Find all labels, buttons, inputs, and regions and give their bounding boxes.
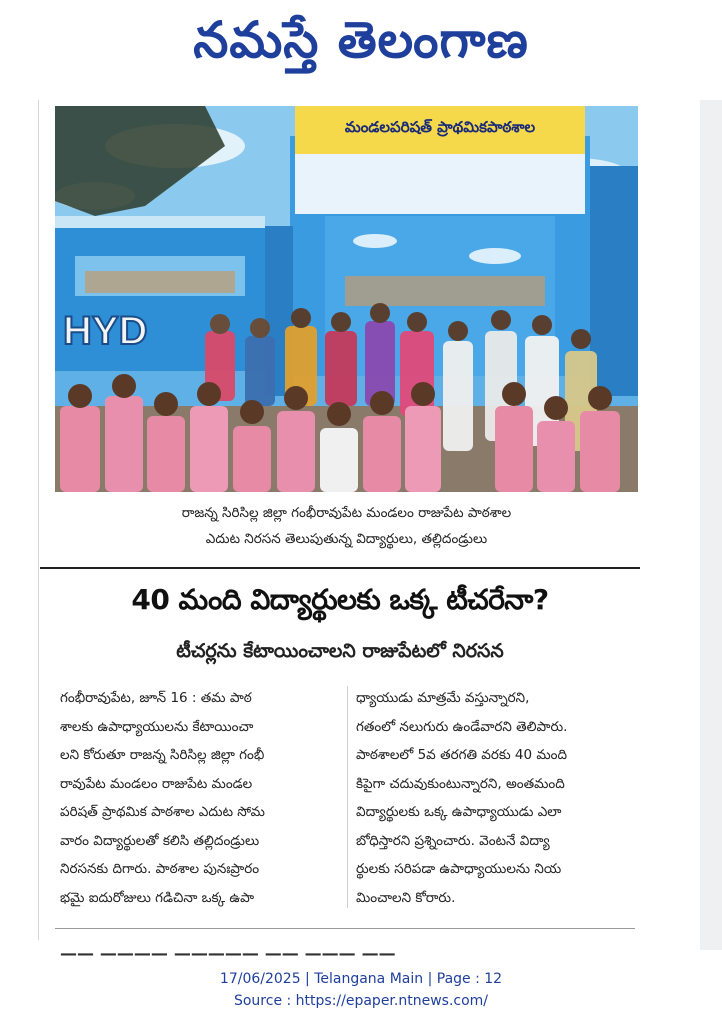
article-column-left <box>60 684 338 912</box>
caption-line-1: రాజన్న సిరిసిల్ల జిల్లా గంభీరావుపేట మండలం రాజుపేట పాఠశాల <box>181 505 512 521</box>
text-line: పాఠశాలలో 5వ తరగతి వరకు 40 మంది <box>356 747 568 763</box>
next-article-cutoff <box>60 940 560 956</box>
article-subhead: టీచర్లను కేటాయించాలని రాజుపేటలో నిరసన <box>176 640 504 662</box>
text-line: ధ్యాయుడు మాత్రమే వస్తున్నారని, <box>356 690 530 706</box>
footer-date-page: 17/06/2025 | Telangana Main | Page : 12 <box>219 971 503 987</box>
text-line: వారం విద్యార్థులతో కలిసి తల్లిదండ్రులు <box>60 832 260 849</box>
text-line: లని కోరుతూ రాజన్న సిరిసిల్ల జిల్లా గంభీ <box>60 747 265 763</box>
text-line: గంభీరావుపేట, జూన్ 16 : తమ పాఠ <box>60 690 252 706</box>
text-line: భమై ఐదురోజులు గడిచినా ఒక్క ఉపా <box>60 889 255 906</box>
column-divider <box>347 686 348 908</box>
news-photo <box>55 106 638 492</box>
article-column-right <box>356 684 634 912</box>
adjacent-page-strip <box>700 100 722 950</box>
headline-top-rule <box>40 567 640 569</box>
footer-source[interactable]: Source : https://epaper.ntnews.com/ <box>233 993 489 1009</box>
newspaper-title: నమస్తే తెలంగాణ <box>193 10 529 69</box>
page-footer <box>0 968 722 1012</box>
text-line: మించాలని కోరారు. <box>356 889 456 906</box>
text-line: బోధిస్తారని ప్రశ్నించారు. వెంటనే విద్యా <box>356 832 550 849</box>
bottom-rule <box>55 928 635 929</box>
school-banner-text: మండలపరిషత్ ప్రాథమికపాఠశాల <box>344 118 536 136</box>
next-headline-fragment: —— ———— ————— —— ——— —— <box>60 944 396 956</box>
article-headline: 40 మంది విద్యార్థులకు ఒక్క టీచరేనా? <box>131 583 549 616</box>
masthead <box>0 0 722 92</box>
text-line: రావుపేట మండలం రాజుపేట మండల <box>60 775 253 792</box>
text-line: శాలకు ఉపాధ్యాయులను కేటాయించా <box>60 718 254 735</box>
text-line: ర్థులకు సరిపడా ఉపాధ్యాయులను నియ <box>356 861 562 877</box>
text-line: గతంలో నలుగురు ఉండేవారని తెలిపారు. <box>356 718 568 735</box>
text-line: పరిషత్ ప్రాథమిక పాఠశాల ఎదుట సోమ <box>60 804 265 820</box>
caption-line-2: ఎదుట నిరసన తెలుపుతున్న విద్యార్థులు, తల్లిదండ్రులు <box>205 531 488 547</box>
text-line: కిపైగా చదువుకుంటున్నారని, అంతమంది <box>356 775 565 792</box>
text-line: విద్యార్థులకు ఒక్క ఉపాధ్యాయుడు ఎలా <box>356 804 562 820</box>
page-edge-line <box>38 100 39 940</box>
text-line: నిరసనకు దిగారు. పాఠశాల పునఃప్రారం <box>60 861 260 877</box>
wall-hyd-letters: HYD <box>63 309 148 353</box>
photo-caption <box>55 500 638 552</box>
